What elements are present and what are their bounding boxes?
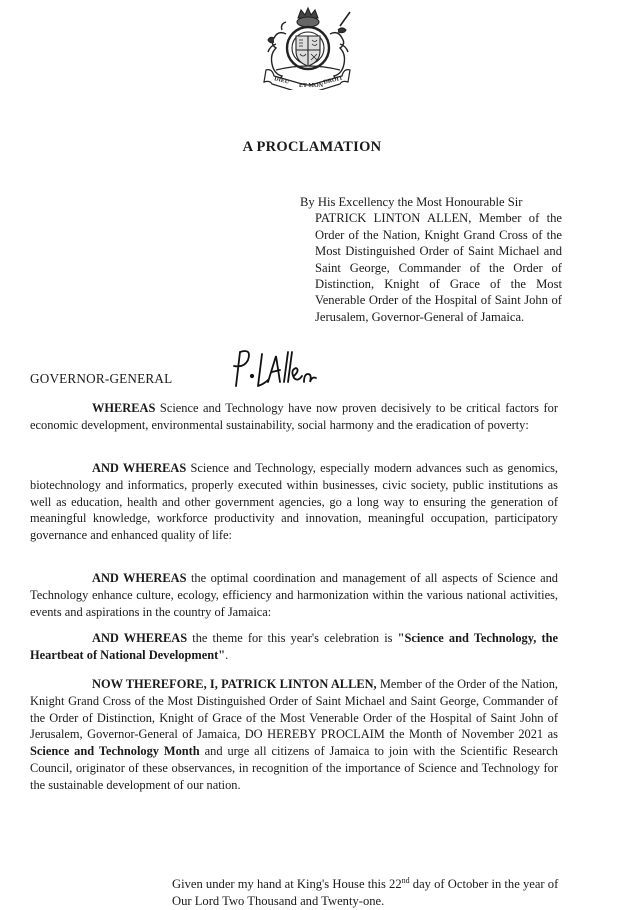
paragraph-whereas-4 — [30, 630, 558, 664]
byline — [300, 194, 562, 325]
paragraph-text: Member of the Order of the Nation, Knight Grand Cross of the Most Distinguished Order of Saint Michael and Saint George, Commander of the Order of Distinction, Knight of Grace of the Most Venerable Order of the Hospital of Saint John of Jerusalem, Governor-General of Jamaica, DO HEREBY PROCLAIM the Month of November 2021 as — [30, 677, 558, 742]
paragraph-whereas-3 — [30, 570, 558, 620]
paragraph-whereas-1 — [30, 400, 558, 434]
given-text-after: day of October in the year of Our Lord Two Thousand and Twenty-one. — [172, 877, 559, 909]
paragraph-lead: AND WHEREAS — [92, 461, 187, 475]
celebration-theme: "Science and Technology, the Heartbeat of National Development" — [30, 631, 558, 662]
signature-image — [222, 346, 318, 388]
byline-lead: By His Excellency the Most Honourable Sir — [300, 195, 523, 209]
given-text-before: Given under my hand at King's House this 22 — [172, 877, 402, 892]
paragraph-text: Science and Technology have now proven decisively to be critical factors for economic development, environmental sustainability, social harmony and the eradication of poverty: — [30, 401, 558, 432]
proclamation-title: A PROCLAMATION — [242, 139, 382, 155]
governor-general-label: GOVERNOR-GENERAL — [30, 371, 173, 386]
paragraph-lead: AND WHEREAS — [92, 631, 188, 645]
paragraph-whereas-2 — [30, 460, 558, 544]
proclaimed-month: Science and Technology Month — [30, 744, 200, 759]
coat-of-arms-icon — [252, 4, 364, 90]
byline-details: PATRICK LINTON ALLEN, Member of the Order of the Nation, Knight Grand Cross of the Most Distinguished Order of Saint Michael and Saint George, Commander of the Order of Distinction, Knight of Grace of the Most Venerable Order of the Hospital of Saint John of Jerusalem, Governor-General of Jamaica. — [315, 211, 562, 324]
paragraph-text: the theme for this year's celebration is — [187, 631, 398, 645]
paragraph-lead: WHEREAS — [92, 401, 156, 415]
paragraph-lead: NOW THEREFORE, I, PATRICK LINTON ALLEN, — [92, 677, 377, 691]
paragraph-end: . — [225, 647, 229, 662]
motto-ribbon-center: ET MON — [299, 83, 324, 89]
paragraph-text: the optimal coordination and management of all aspects of Science and Technology enhance culture, ecology, efficiency and harmonization within the various national activities, events and aspirations in the country of Jamaica: — [30, 571, 558, 619]
paragraph-text: Science and Technology, especially modern advances such as genomics, biotechnology and informatics, properly executed within businesses, civic society, public institutions as well as education, health and other government agencies, go a long way to ensuring the generation of meaningful knowledge, workforce productivity and innovation, meaningful occupation, participatory governance and enhanced quality of life: — [30, 461, 558, 543]
given-under-hand — [172, 872, 564, 910]
paragraph-end: and urge all citizens of Jamaica to join with the Scientific Research Council, originator of these observances, in recognition of the importance of Science and Technology for the sustainable development of our nation. — [30, 744, 558, 792]
given-ordinal: nd — [401, 876, 410, 885]
motto-ribbon-left: DIEU — [273, 76, 290, 86]
paragraph-proclamation — [30, 676, 558, 794]
paragraph-lead: AND WHEREAS — [92, 571, 187, 585]
motto-ribbon-right: DROIT — [323, 75, 344, 86]
